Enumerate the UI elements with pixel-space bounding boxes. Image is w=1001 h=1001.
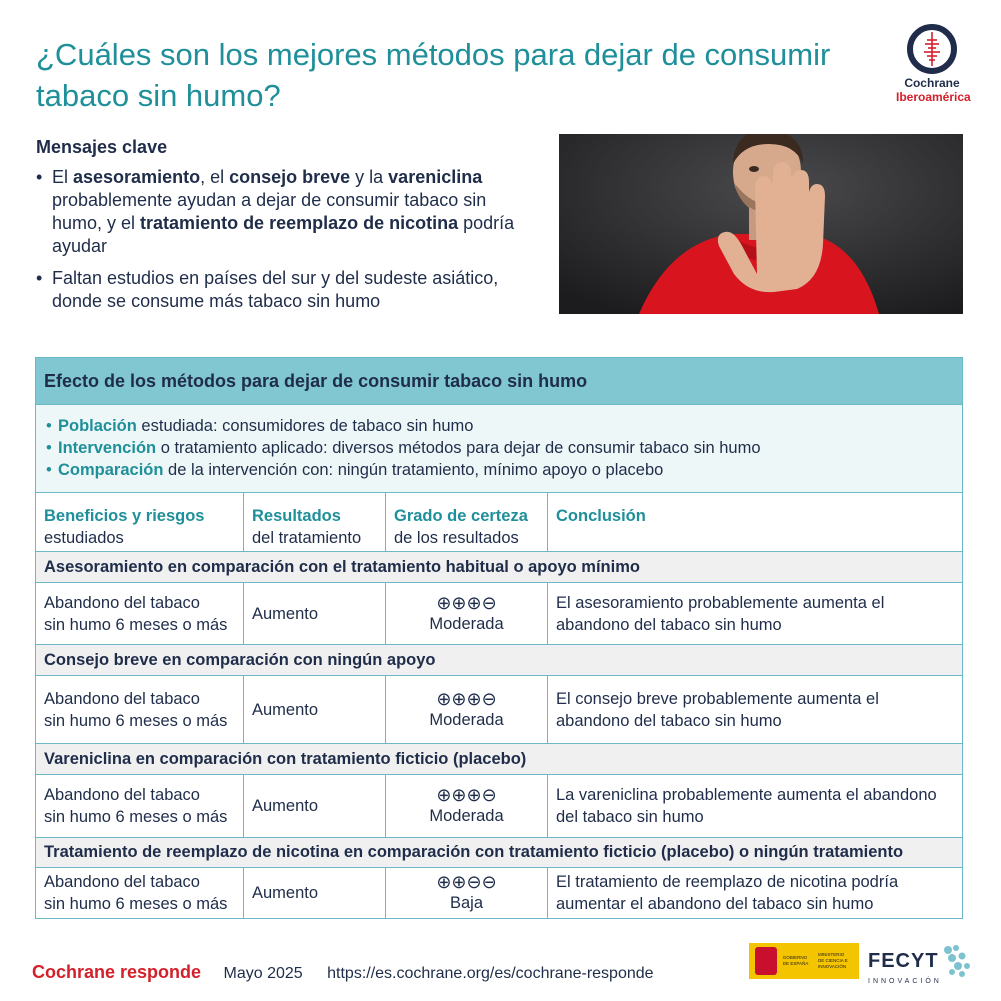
outcome-cell: Abandono del tabaco sin humo 6 meses o más — [44, 873, 228, 913]
result-cell: Aumento — [243, 583, 385, 644]
pico-intervention: • Intervención o tratamiento aplicado: diversos métodos para dejar de consumir tabaco sin humo — [44, 437, 954, 459]
conclusion-cell: La vareniclina probablemente aumenta el abandono del tabaco sin humo — [547, 775, 962, 837]
group-title: Asesoramiento en comparación con el tratamiento habitual o apoyo mínimo — [36, 551, 962, 582]
gobierno-espana-logo: GOBIERNO DE ESPAÑA MINISTERIO DE CIENCIA E INNOVACIÓN — [749, 943, 859, 979]
certainty-symbols: ⊕⊕⊕⊖ — [436, 785, 497, 805]
footer — [32, 962, 654, 983]
group-title: Consejo breve en comparación con ningún apoyo — [36, 644, 962, 675]
table-row — [36, 675, 962, 743]
outcome-cell: Abandono del tabaco sin humo 6 meses o más — [44, 786, 228, 826]
certainty-cell: ⊕⊕⊕⊖ Moderada — [385, 775, 547, 837]
header-conclusion: Conclusión — [547, 493, 962, 551]
key-message-2: • Faltan estudios en países del sur y del sudeste asiático, donde se consume más tabaco sin humo — [36, 267, 536, 313]
table-row — [36, 867, 962, 918]
table-row — [36, 774, 962, 837]
header-certainty: Grado de certeza de los resultados — [385, 493, 547, 551]
photo-man-stop-hand — [559, 134, 963, 314]
result-cell: Aumento — [243, 868, 385, 918]
fecyt-dots-icon — [942, 944, 972, 978]
conclusion-cell: El tratamiento de reemplazo de nicotina podría aumentar el abandono del tabaco sin humo — [547, 868, 962, 918]
certainty-cell: ⊕⊕⊕⊖ Moderada — [385, 583, 547, 644]
column-headers — [36, 492, 962, 551]
certainty-symbols: ⊕⊕⊕⊖ — [436, 592, 497, 613]
evidence-table — [35, 357, 963, 919]
table-row — [36, 582, 962, 644]
certainty-cell: ⊕⊕⊕⊖ Moderada — [385, 676, 547, 743]
pico-list — [36, 404, 962, 492]
photo-illustration — [559, 134, 963, 314]
fecyt-logo: FECYT INNOVACIÓN — [868, 944, 972, 985]
page-title: ¿Cuáles son los mejores métodos para dejar de consumir tabaco sin humo? — [36, 37, 831, 113]
table-title: Efecto de los métodos para dejar de consumir tabaco sin humo — [36, 358, 962, 404]
conclusion-cell: El asesoramiento probablemente aumenta el abandono del tabaco sin humo — [547, 583, 962, 644]
logo-line2: Iberoamérica — [896, 90, 971, 104]
logo-line1: Cochrane — [904, 76, 960, 90]
footer-date: Mayo 2025 — [223, 965, 303, 982]
footer-brand: Cochrane responde — [32, 962, 202, 982]
coat-of-arms-icon — [755, 947, 777, 975]
result-cell: Aumento — [243, 775, 385, 837]
cochrane-logo-icon — [907, 24, 957, 74]
pico-comparison: • Comparación de la intervención con: ningún tratamiento, mínimo apoyo o placebo — [44, 459, 954, 481]
pico-population: • Población estudiada: consumidores de tabaco sin humo — [44, 415, 954, 437]
header-benefits: Beneficios y riesgos estudiados — [44, 507, 205, 547]
certainty-symbols: ⊕⊕⊖⊖ — [436, 872, 497, 892]
key-messages-heading: Mensajes clave — [36, 137, 168, 157]
certainty-cell: ⊕⊕⊖⊖ Baja — [385, 868, 547, 918]
key-messages-list — [36, 166, 536, 322]
conclusion-cell: El consejo breve probablemente aumenta el abandono del tabaco sin humo — [547, 676, 962, 743]
outcome-cell: Abandono del tabaco sin humo 6 meses o más — [44, 689, 228, 730]
cochrane-logo — [896, 24, 971, 104]
outcome-cell: Abandono del tabaco sin humo 6 meses o más — [44, 593, 228, 634]
certainty-symbols: ⊕⊕⊕⊖ — [436, 688, 497, 709]
group-title: Tratamiento de reemplazo de nicotina en comparación con tratamiento ficticio (placebo) o ningún tratamiento — [36, 837, 962, 867]
result-cell: Aumento — [243, 676, 385, 743]
footer-url[interactable]: https://es.cochrane.org/es/cochrane-responde — [327, 965, 654, 982]
header-results: Resultados del tratamiento — [243, 493, 385, 551]
group-title: Vareniclina en comparación con tratamiento ficticio (placebo) — [36, 743, 962, 774]
key-message-1: • El asesoramiento, el consejo breve y la vareniclina probablemente ayudan a dejar de consumir tabaco sin humo, y el tratamiento de reemplazo de nicotina podría ayudar — [36, 166, 536, 258]
